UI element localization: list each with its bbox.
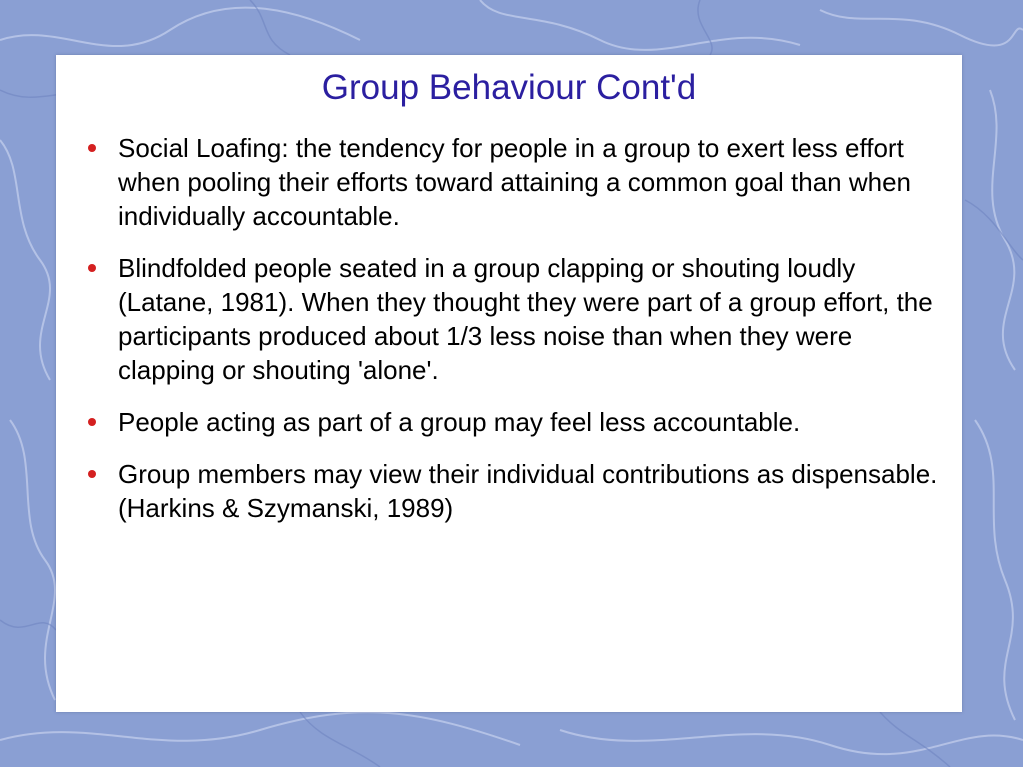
bullet-item: [88, 405, 952, 439]
bullet-dot-icon: [88, 144, 96, 152]
bullet-text: Blindfolded people seated in a group clapping or shouting loudly (Latane, 1981). When they thought they were part of a group effort, the participants produced about 1/3 less noise than when they were clapping or shouting 'alone'.: [118, 253, 933, 385]
bullet-item: [88, 131, 952, 233]
bullet-text: People acting as part of a group may feel less accountable.: [118, 407, 801, 437]
bullet-list: [88, 131, 952, 543]
bullet-text: Group members may view their individual contributions as dispensable. (Harkins & Szymanski, 1989): [118, 459, 938, 523]
bullet-text: Social Loafing: the tendency for people in a group to exert less effort when pooling their efforts toward attaining a common goal than when individually accountable.: [118, 133, 912, 231]
slide-panel: [56, 55, 962, 712]
bullet-dot-icon: [88, 418, 96, 426]
bullet-dot-icon: [88, 470, 96, 478]
bullet-item: [88, 457, 952, 525]
bullet-dot-icon: [88, 264, 96, 272]
slide-title: Group Behaviour Cont'd: [321, 68, 697, 107]
bullet-item: [88, 251, 952, 387]
